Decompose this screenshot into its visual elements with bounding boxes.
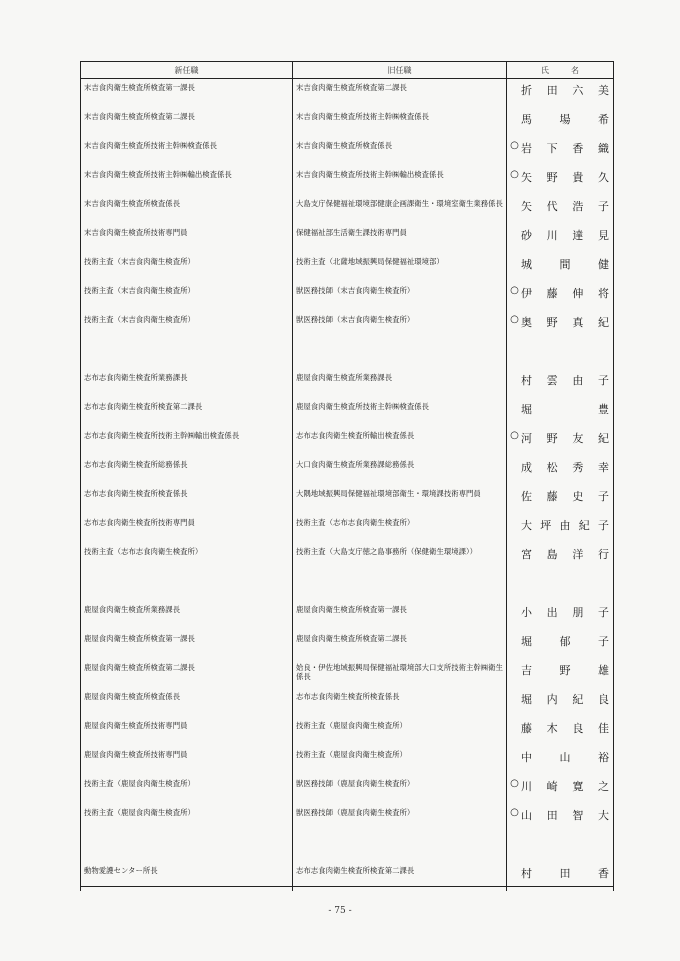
- old-post-cell: 獣医務技師（末吉食肉衛生検査所）: [293, 282, 507, 311]
- marker-circle: ○: [510, 430, 519, 441]
- new-post-cell: 志布志食肉衛生検査所業務課長: [81, 369, 293, 398]
- new-post-cell: 鹿屋食肉衛生検査所検査第二課長: [81, 659, 293, 688]
- person-name: [521, 633, 609, 649]
- old-post-cell: 鹿屋食肉衛生検査所業務課長: [293, 369, 507, 398]
- old-post-cell: 大口食肉衛生検査所業務課総務係長: [293, 456, 507, 485]
- name-character: 馬: [521, 113, 532, 126]
- table-row: [81, 804, 613, 833]
- name-character: 良: [597, 693, 609, 706]
- name-cell: [507, 456, 613, 485]
- name-character: 野: [546, 316, 558, 329]
- name-character: 矢: [521, 171, 532, 184]
- name-character: 藤: [546, 490, 558, 503]
- table-row: [81, 369, 613, 398]
- name-character: 河: [521, 432, 532, 445]
- name-character: 紀: [578, 519, 590, 532]
- person-name: [521, 546, 609, 562]
- name-character: 藤: [546, 287, 558, 300]
- old-post-cell: 鹿屋食肉衛生検査所検査第二課長: [293, 630, 507, 659]
- new-post-cell: 鹿屋食肉衛生検査所検査係長: [81, 688, 293, 717]
- name-character: 貴: [572, 171, 584, 184]
- table-row: [81, 456, 613, 485]
- old-post-cell: 技術主査（鹿屋食肉衛生検査所）: [293, 717, 507, 746]
- name-character: 奥: [521, 316, 532, 329]
- old-post-cell: [293, 340, 507, 369]
- new-post-cell: 志布志食肉衛生検査所総務係長: [81, 456, 293, 485]
- name-character: 木: [546, 722, 558, 735]
- name-cell: [507, 195, 613, 224]
- name-character: 香: [572, 142, 584, 155]
- person-name: [521, 169, 609, 185]
- person-name: [521, 604, 609, 620]
- page-number: - 75 -: [328, 906, 352, 916]
- name-character: 佳: [597, 722, 609, 735]
- name-character: 村: [521, 374, 532, 387]
- new-post-cell: [81, 572, 293, 601]
- name-character: 洋: [572, 548, 584, 561]
- name-character: 幸: [597, 461, 609, 474]
- name-character: 見: [597, 229, 609, 242]
- name-character: 野: [546, 432, 558, 445]
- new-post-cell: 技術主査（末吉食肉衛生検査所）: [81, 282, 293, 311]
- new-post-cell: [81, 833, 293, 862]
- table-row: [81, 688, 613, 717]
- name-cell: [507, 804, 613, 833]
- name-character: 友: [572, 432, 584, 445]
- table-row: [81, 427, 613, 456]
- table-row: [81, 630, 613, 659]
- name-character: 佐: [521, 490, 532, 503]
- name-cell: [507, 253, 613, 282]
- new-post-cell: 末吉食肉衛生検査所技術主幹㈱輸出検査係長: [81, 166, 293, 195]
- name-cell: [507, 224, 613, 253]
- name-character: 坪: [540, 519, 552, 532]
- name-cell: [507, 485, 613, 514]
- table-row: [81, 717, 613, 746]
- name-cell: [507, 659, 613, 688]
- person-name: [521, 807, 609, 823]
- name-cell: [507, 775, 613, 804]
- name-character: 下: [546, 142, 558, 155]
- old-post-cell: 大島支庁保健福祉環境部健康企画課衛生・環境室衛生業務係長: [293, 195, 507, 224]
- person-name: [521, 227, 609, 243]
- name-cell: [507, 543, 613, 572]
- person-name: [521, 82, 609, 98]
- name-cell: [507, 369, 613, 398]
- marker-circle: ○: [510, 140, 519, 151]
- name-character: 代: [546, 200, 558, 213]
- name-cell: [507, 833, 613, 862]
- name-character: 堀: [521, 693, 532, 706]
- table-row: [81, 833, 613, 862]
- table-row: [81, 311, 613, 340]
- old-post-cell: [293, 833, 507, 862]
- person-name: [521, 111, 609, 127]
- marker-circle: ○: [510, 169, 519, 180]
- name-character: 場: [559, 113, 571, 126]
- name-character: 織: [597, 142, 609, 155]
- name-character: 岩: [521, 142, 532, 155]
- table-row: [81, 398, 613, 427]
- old-post-cell: 志布志食肉衛生検査所輸出検査係長: [293, 427, 507, 456]
- name-character: 山: [521, 809, 532, 822]
- old-post-cell: 末吉食肉衛生検査所検査係長: [293, 137, 507, 166]
- name-character: 之: [597, 780, 609, 793]
- table-row: [81, 253, 613, 282]
- name-character: 智: [572, 809, 584, 822]
- marker-circle: ○: [510, 314, 519, 325]
- person-name: [521, 459, 609, 475]
- name-character: 中: [521, 751, 532, 764]
- name-character: 堀: [521, 403, 532, 416]
- old-post-cell: 末吉食肉衛生検査所技術主幹㈱検査係長: [293, 108, 507, 137]
- name-character: 六: [572, 84, 584, 97]
- name-character: 松: [546, 461, 558, 474]
- name-character: 成: [521, 461, 532, 474]
- name-cell: [507, 282, 613, 311]
- name-character: 雲: [546, 374, 558, 387]
- name-character: 朋: [572, 606, 584, 619]
- name-character: 達: [572, 229, 584, 242]
- marker-circle: ○: [510, 778, 519, 789]
- old-post-cell: 鹿屋食肉衛生検査所検査第一課長: [293, 601, 507, 630]
- name-character: 出: [546, 606, 558, 619]
- name-character: 野: [546, 171, 558, 184]
- new-post-cell: 志布志食肉衛生検査所検査係長: [81, 485, 293, 514]
- name-character: 吉: [521, 664, 532, 677]
- table-row: [81, 659, 613, 688]
- person-name: [521, 256, 609, 272]
- name-character: 紀: [597, 316, 609, 329]
- name-character: 雄: [598, 664, 609, 677]
- new-post-cell: 技術主査（鹿屋食肉衛生検査所）: [81, 804, 293, 833]
- table-row: [81, 340, 613, 369]
- name-cell: [507, 108, 613, 137]
- person-name: [521, 198, 609, 214]
- name-cell: [507, 514, 613, 543]
- name-character: 美: [597, 84, 609, 97]
- new-post-cell: 末吉食肉衛生検査所検査係長: [81, 195, 293, 224]
- name-character: 子: [597, 374, 609, 387]
- name-cell: [507, 311, 613, 340]
- old-post-cell: 末吉食肉衛生検査所技術主幹㈱輸出検査係長: [293, 166, 507, 195]
- person-name: [521, 285, 609, 301]
- name-character: 子: [598, 635, 609, 648]
- new-post-cell: 志布志食肉衛生検査所技術主幹㈱輸出検査係長: [81, 427, 293, 456]
- name-cell: [507, 601, 613, 630]
- name-character: 田: [546, 809, 558, 822]
- name-cell: [507, 166, 613, 195]
- name-cell: [507, 688, 613, 717]
- old-post-cell: 志布志食肉衛生検査所検査第二課長: [293, 862, 507, 891]
- marker-circle: ○: [510, 807, 519, 818]
- table-row: [81, 601, 613, 630]
- name-character: 村: [521, 867, 532, 880]
- name-character: 久: [597, 171, 609, 184]
- name-cell: [507, 427, 613, 456]
- new-post-cell: 志布志食肉衛生検査所検査第二課長: [81, 398, 293, 427]
- name-character: 間: [559, 258, 571, 271]
- new-post-cell: 技術主査（末吉食肉衛生検査所）: [81, 311, 293, 340]
- old-post-cell: 獣医務技師（鹿屋食肉衛生検査所）: [293, 804, 507, 833]
- table-row: [81, 514, 613, 543]
- person-name: [521, 401, 609, 417]
- name-character: 山: [559, 751, 571, 764]
- name-character: 小: [521, 606, 532, 619]
- name-character: 子: [597, 200, 609, 213]
- person-name: [521, 662, 609, 678]
- name-character: 香: [598, 867, 609, 880]
- name-character: 浩: [572, 200, 584, 213]
- name-character: 紀: [572, 693, 584, 706]
- name-character: 豊: [598, 403, 609, 416]
- name-character: 子: [597, 606, 609, 619]
- person-name: [521, 749, 609, 765]
- name-character: 大: [521, 519, 532, 532]
- old-post-cell: 姶良・伊佐地域振興局保健福祉環境部大口支所技術主幹㈱衛生係長: [293, 659, 507, 688]
- new-post-cell: 鹿屋食肉衛生検査所技術専門員: [81, 746, 293, 775]
- table-row: [81, 485, 613, 514]
- table-row: [81, 775, 613, 804]
- name-character: 由: [572, 374, 584, 387]
- old-post-cell: 技術主査（北薩地域振興局保健福祉環境部）: [293, 253, 507, 282]
- name-character: 大: [597, 809, 609, 822]
- name-cell: [507, 137, 613, 166]
- name-cell: [507, 398, 613, 427]
- old-post-cell: 獣医務技師（鹿屋食肉衛生検査所）: [293, 775, 507, 804]
- old-post-cell: 技術主査（志布志食肉衛生検査所）: [293, 514, 507, 543]
- name-character: 寛: [572, 780, 584, 793]
- person-name: [521, 314, 609, 330]
- person-name: [521, 430, 609, 446]
- name-character: 内: [546, 693, 558, 706]
- person-name: [521, 778, 609, 794]
- name-character: 紀: [597, 432, 609, 445]
- table-row: [81, 746, 613, 775]
- name-character: 郁: [559, 635, 571, 648]
- person-name: [521, 372, 609, 388]
- person-name: [521, 140, 609, 156]
- name-character: 野: [559, 664, 571, 677]
- name-cell: [507, 717, 613, 746]
- name-character: 由: [559, 519, 571, 532]
- name-character: 堀: [521, 635, 532, 648]
- new-post-cell: 動物愛護センター所長: [81, 862, 293, 891]
- marker-circle: ○: [510, 285, 519, 296]
- table-row: [81, 166, 613, 195]
- new-post-cell: 鹿屋食肉衛生検査所技術専門員: [81, 717, 293, 746]
- name-character: 川: [521, 780, 532, 793]
- old-post-cell: 保健福祉部生活衛生課技術専門員: [293, 224, 507, 253]
- table-row: [81, 282, 613, 311]
- old-post-cell: [293, 572, 507, 601]
- name-character: 折: [521, 84, 532, 97]
- person-name: [521, 865, 609, 881]
- person-name: [521, 691, 609, 707]
- name-character: 伊: [521, 287, 532, 300]
- table-row: [81, 137, 613, 166]
- table-header: [81, 62, 613, 79]
- new-post-cell: [81, 340, 293, 369]
- person-name: [521, 517, 609, 533]
- name-character: 伸: [572, 287, 584, 300]
- person-name: [521, 720, 609, 736]
- table-body: [81, 79, 613, 891]
- old-post-cell: 末吉食肉衛生検査所検査第二課長: [293, 79, 507, 108]
- table-row: [81, 572, 613, 601]
- new-post-cell: 技術主査（末吉食肉衛生検査所）: [81, 253, 293, 282]
- table-row: [81, 543, 613, 572]
- new-post-cell: 末吉食肉衛生検査所検査第二課長: [81, 108, 293, 137]
- name-character: 城: [521, 258, 532, 271]
- name-character: 裕: [598, 751, 609, 764]
- header-name: 氏名: [541, 65, 601, 75]
- name-character: 希: [598, 113, 609, 126]
- name-character: 将: [597, 287, 609, 300]
- name-character: 真: [572, 316, 584, 329]
- new-post-cell: 末吉食肉衛生検査所技術主幹㈱検査係長: [81, 137, 293, 166]
- name-cell: [507, 572, 613, 601]
- old-post-cell: 技術主査（大島支庁徳之島事務所（保健衛生環境課））: [293, 543, 507, 572]
- name-character: 崎: [546, 780, 558, 793]
- table-row: [81, 79, 613, 108]
- name-cell: [507, 630, 613, 659]
- table-row: [81, 224, 613, 253]
- new-post-cell: 末吉食肉衛生検査所検査第一課長: [81, 79, 293, 108]
- personnel-table: [80, 61, 614, 891]
- old-post-cell: 獣医務技師（末吉食肉衛生検査所）: [293, 311, 507, 340]
- name-character: 健: [598, 258, 609, 271]
- table-row: [81, 108, 613, 137]
- old-post-cell: 技術主査（鹿屋食肉衛生検査所）: [293, 746, 507, 775]
- new-post-cell: 技術主査（鹿屋食肉衛生検査所）: [81, 775, 293, 804]
- name-character: 田: [546, 84, 558, 97]
- name-cell: [507, 340, 613, 369]
- new-post-cell: 技術主査（志布志食肉衛生検査所）: [81, 543, 293, 572]
- name-character: 矢: [521, 200, 532, 213]
- name-character: 良: [572, 722, 584, 735]
- header-old-post: 旧任職: [293, 62, 507, 78]
- table-bottom-border: [80, 886, 614, 887]
- new-post-cell: 鹿屋食肉衛生検査所業務課長: [81, 601, 293, 630]
- new-post-cell: 末吉食肉衛生検査所技術専門員: [81, 224, 293, 253]
- person-name: [521, 488, 609, 504]
- name-cell: [507, 746, 613, 775]
- old-post-cell: 鹿屋食肉衛生検査所技術主幹㈱検査係長: [293, 398, 507, 427]
- name-character: 子: [598, 519, 609, 532]
- name-character: 宮: [521, 548, 532, 561]
- new-post-cell: 志布志食肉衛生検査所技術専門員: [81, 514, 293, 543]
- header-new-post: 新任職: [81, 62, 293, 78]
- name-character: 藤: [521, 722, 532, 735]
- name-character: 田: [559, 867, 571, 880]
- name-cell: [507, 79, 613, 108]
- name-character: 秀: [572, 461, 584, 474]
- name-character: 島: [546, 548, 558, 561]
- new-post-cell: 鹿屋食肉衛生検査所検査第一課長: [81, 630, 293, 659]
- name-character: 川: [546, 229, 558, 242]
- table-row: [81, 195, 613, 224]
- old-post-cell: 志布志食肉衛生検査所検査係長: [293, 688, 507, 717]
- name-character: 史: [572, 490, 584, 503]
- old-post-cell: 大隅地域振興局保健福祉環境部衛生・環境課技術専門員: [293, 485, 507, 514]
- name-character: 行: [597, 548, 609, 561]
- name-character: 子: [597, 490, 609, 503]
- name-character: 砂: [521, 229, 532, 242]
